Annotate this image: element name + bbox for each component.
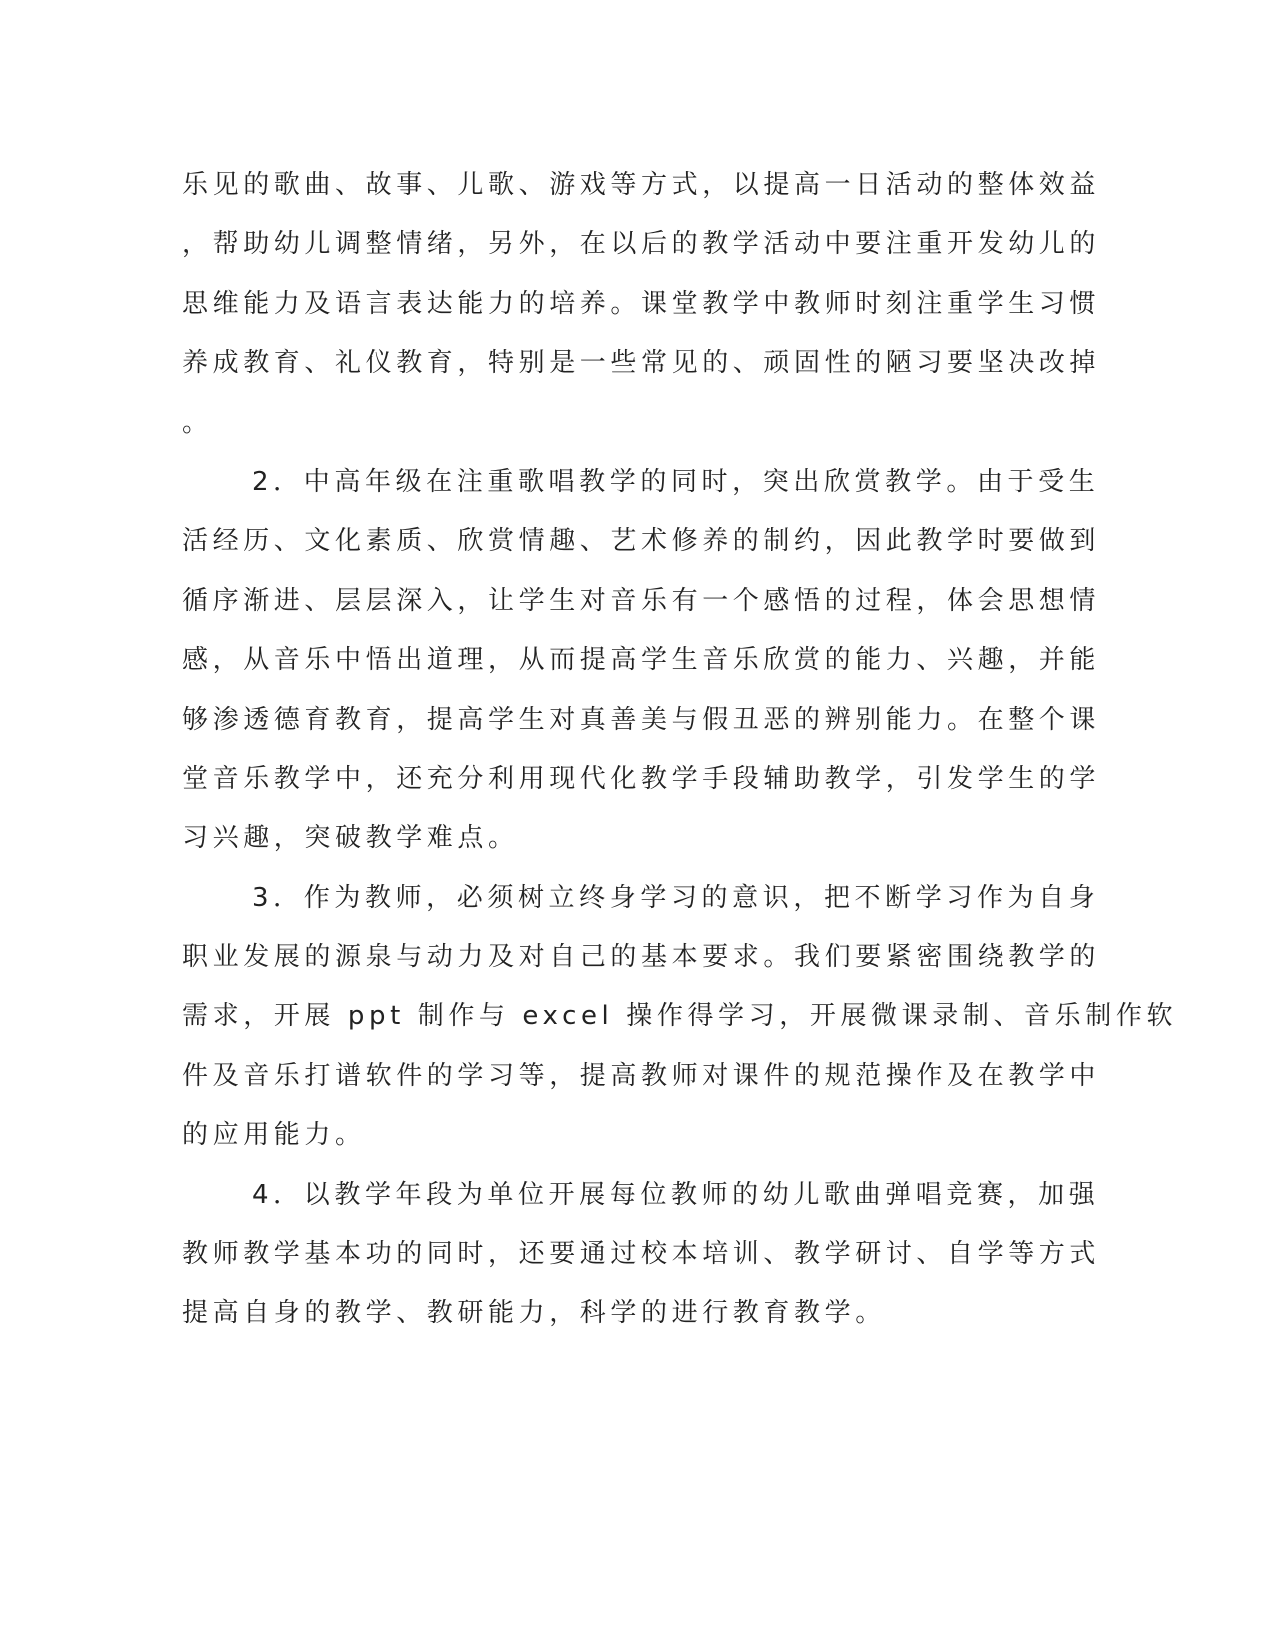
text-line: 提高自身的教学、教研能力，科学的进行教育教学。 — [182, 1298, 886, 1329]
paragraph-2-first-line: 2．中高年级在注重歌唱教学的同时，突出欣赏教学。由于受生 — [252, 466, 1100, 497]
text-line: ，帮助幼儿调整情绪，另外，在以后的教学活动中要注重开发幼儿的 — [182, 229, 1101, 260]
text-line: 够渗透德育教育，提高学生对真善美与假丑恶的辨别能力。在整个课 — [182, 704, 1101, 735]
text-line: 职业发展的源泉与动力及对自己的基本要求。我们要紧密围绕教学的 — [182, 942, 1101, 973]
text-line: 思维能力及语言表达能力的培养。课堂教学中教师时刻注重学生习惯 — [182, 288, 1101, 319]
text-line: 堂音乐教学中，还充分利用现代化教学手段辅助教学，引发学生的学 — [182, 763, 1101, 794]
text-line: 教师教学基本功的同时，还要通过校本培训、教学研讨、自学等方式 — [182, 1239, 1101, 1270]
document-body — [182, 156, 1178, 1344]
text-line: 循序渐进、层层深入，让学生对音乐有一个感悟的过程，体会思想情 — [182, 585, 1101, 616]
paragraph-3-first-line: 3．作为教师，必须树立终身学习的意识，把不断学习作为自身 — [252, 882, 1100, 913]
text-line: 。 — [182, 407, 213, 438]
text-line: 习兴趣，突破教学难点。 — [182, 823, 519, 854]
text-line: 感，从音乐中悟出道理，从而提高学生音乐欣赏的能力、兴趣，并能 — [182, 645, 1101, 676]
text-line: 的应用能力。 — [182, 1120, 366, 1151]
paragraph-4-first-line: 4．以教学年段为单位开展每位教师的幼儿歌曲弹唱竞赛，加强 — [252, 1179, 1100, 1210]
text-line: 需求，开展 ppt 制作与 excel 操作得学习，开展微课录制、音乐制作软 — [182, 1001, 1178, 1032]
text-line: 乐见的歌曲、故事、儿歌、游戏等方式，以提高一日活动的整体效益 — [182, 170, 1101, 200]
text-line: 件及音乐打谱软件的学习等，提高教师对课件的规范操作及在教学中 — [182, 1060, 1101, 1091]
text-line: 活经历、文化素质、欣赏情趣、艺术修养的制约，因此教学时要做到 — [182, 526, 1101, 557]
text-line: 养成教育、礼仪教育，特别是一些常见的、顽固性的陋习要坚决改掉 — [182, 348, 1101, 379]
